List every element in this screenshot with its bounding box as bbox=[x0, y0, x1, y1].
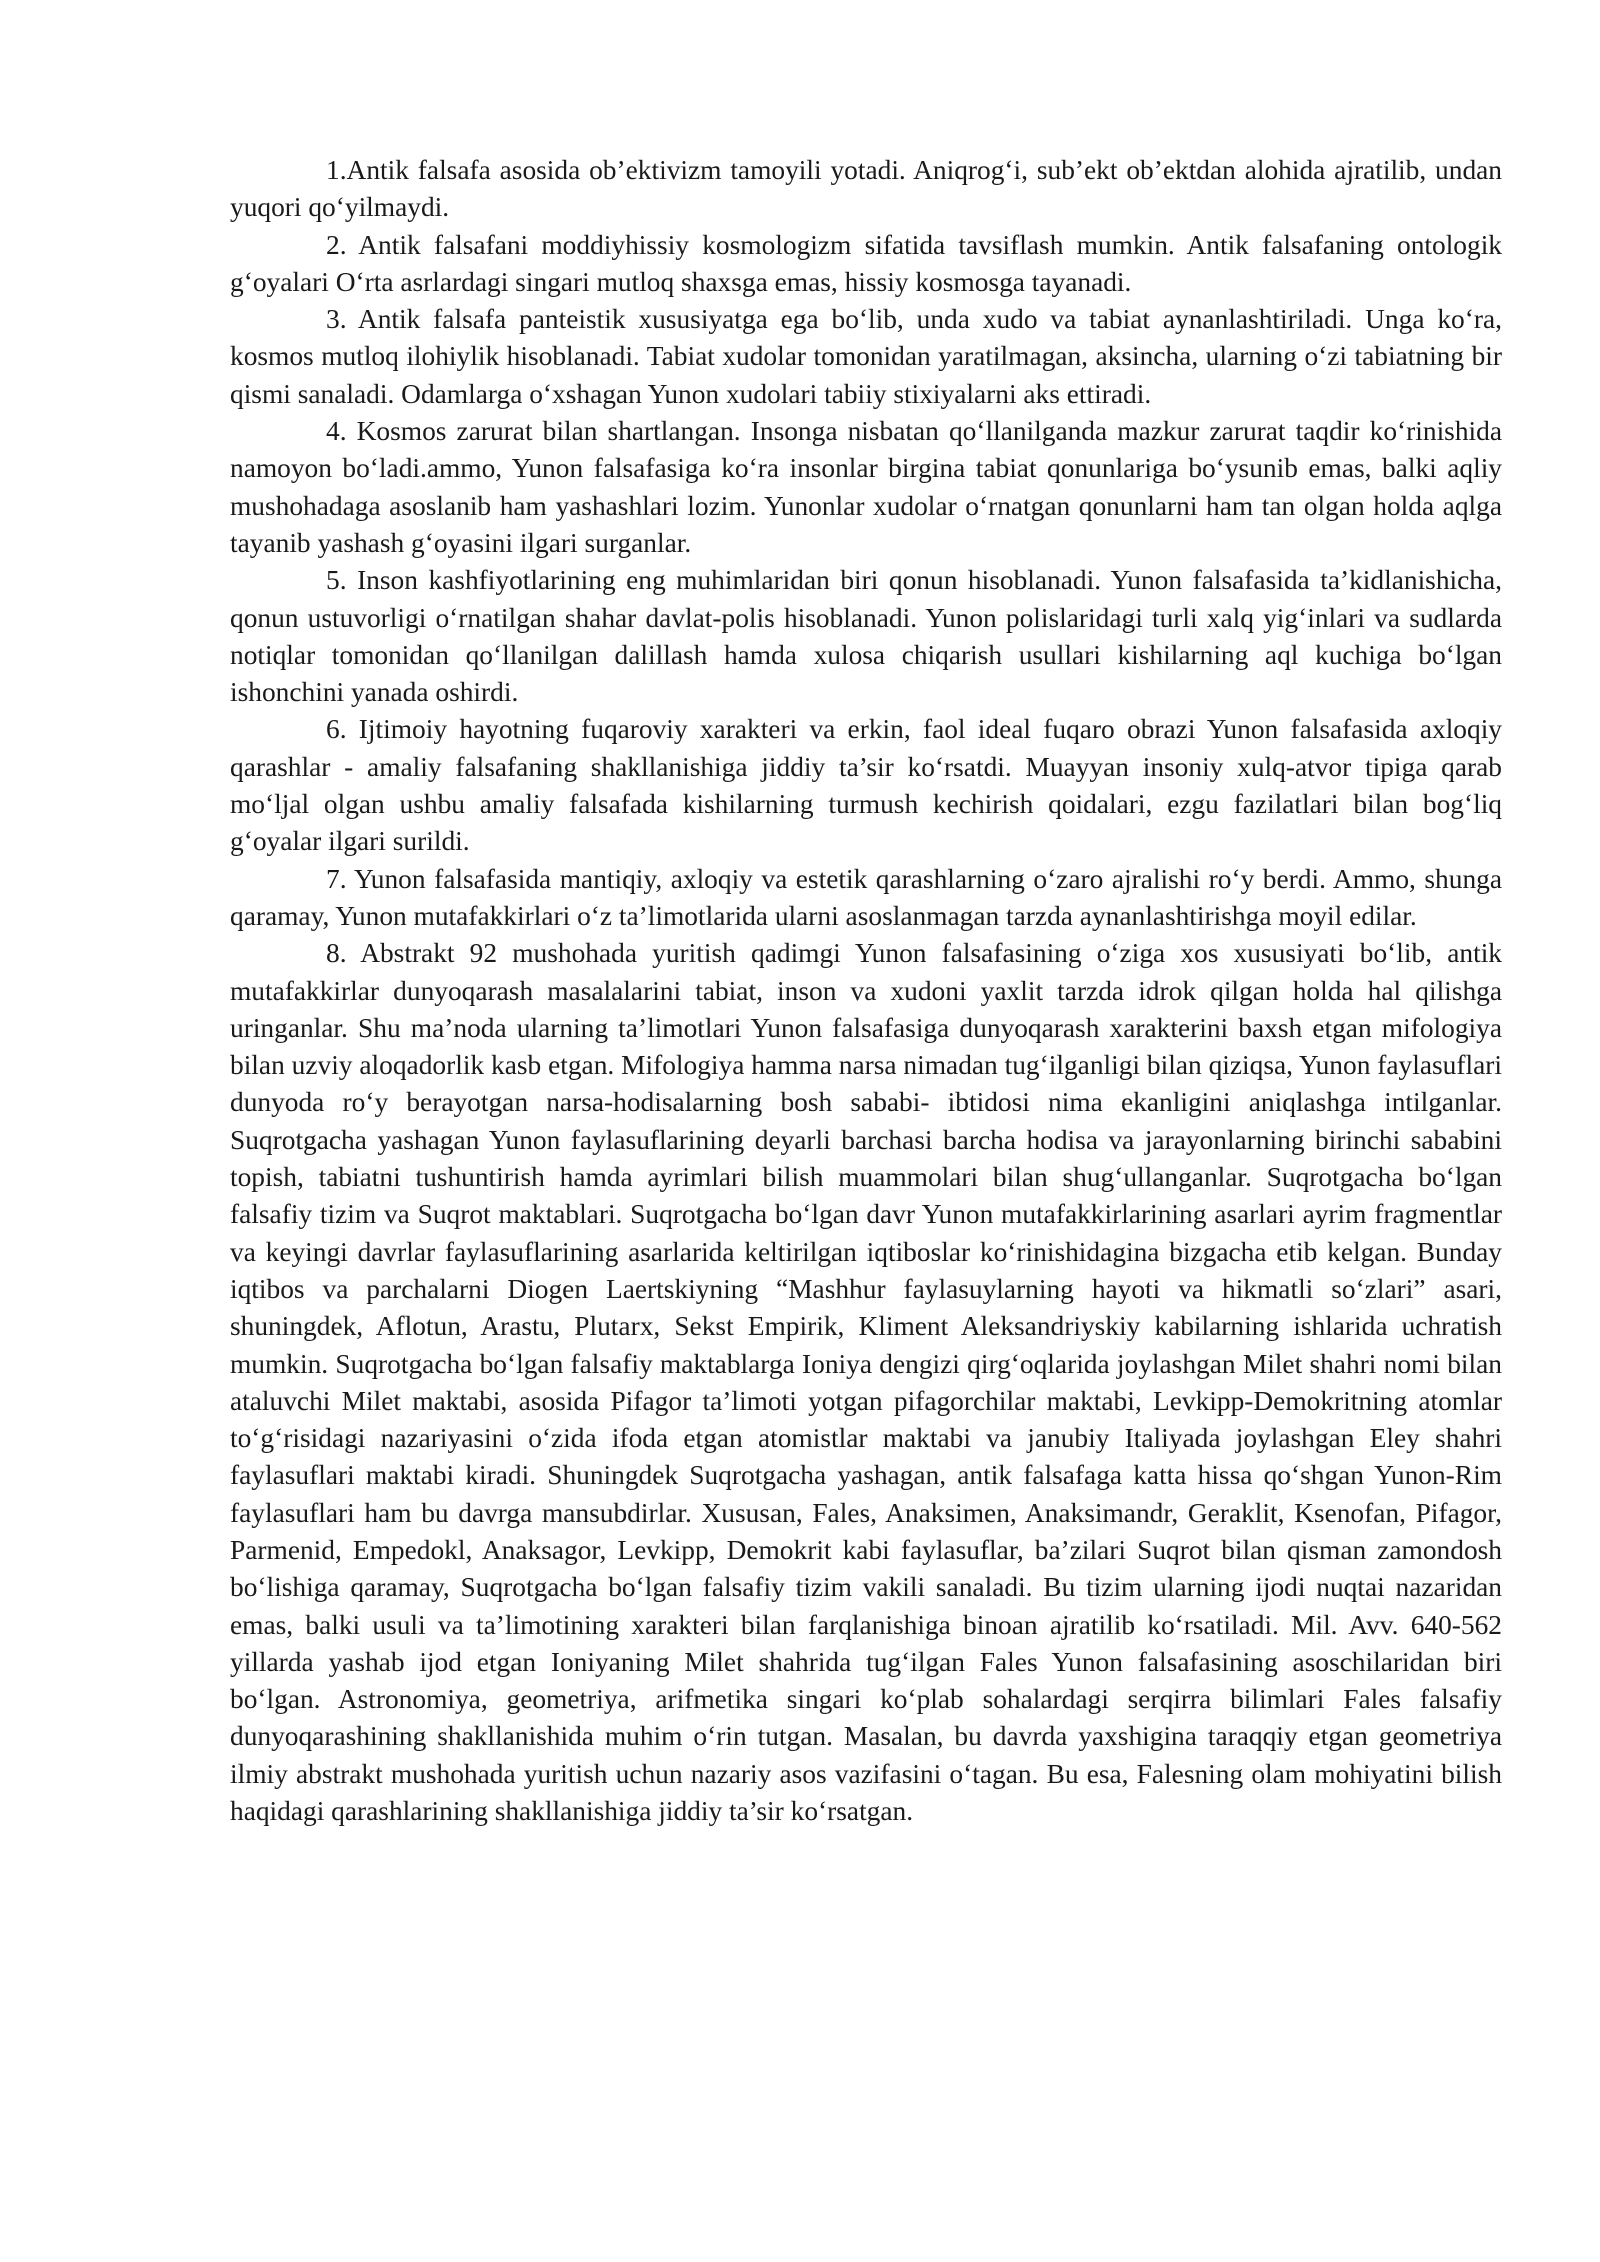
paragraph-3: 3. Antik falsafa panteistik xususiyatga ega bo‘lib, unda xudo va tabiat aynanlashtiriladi. Unga ko‘ra, kosmos mutloq ilohiylik hisoblanadi. Tabiat xudolar tomonidan yaratilmagan, aksincha, ularning o‘zi tabiatning bir qismi sanaladi. Odamlarga o‘xshagan Yunon xudolari tabiiy stixiyalarni aks ettiradi. bbox=[230, 304, 1502, 409]
paragraph-7: 7. Yunon falsafasida mantiqiy, axloqiy va estetik qarashlarning o‘zaro ajralishi ro‘y berdi. Ammo, shunga qaramay, Yunon mutafakkirlari o‘z ta’limotlarida ularni asoslanmagan tarzda aynanlashtirishga moyil edilar. bbox=[230, 863, 1502, 931]
paragraph-4: 4. Kosmos zarurat bilan shartlangan. Insonga nisbatan qo‘llanilganda mazkur zarurat taqdir ko‘rinishida namoyon bo‘ladi.ammo, Yunon falsafasiga ko‘ra insonlar birgina tabiat qonunlariga bo‘ysunib emas, balki aqliy mushohadaga asoslanib ham yashashlari lozim. Yunonlar xudolar o‘rnatgan qonunlarni ham tan olgan holda aqlga tayanib yashash g‘oyasini ilgari surganlar. bbox=[230, 416, 1502, 558]
paragraph-2: 2. Antik falsafani moddiyhissiy kosmologizm sifatida tavsiflash mumkin. Antik falsafaning ontologik g‘oyalari O‘rta asrlardagi singari mutloq shaxsga emas, hissiy kosmosga tayanadi. bbox=[230, 229, 1502, 297]
document-page bbox=[230, 152, 1502, 1830]
paragraph-1: 1.Antik falsafa asosida ob’ektivizm tamoyili yotadi. Aniqrog‘i, sub’ekt ob’ektdan alohida ajratilib, undan yuqori qo‘yilmaydi. bbox=[230, 155, 1502, 223]
paragraph-8: 8. Abstrakt 92 mushohada yuritish qadimgi Yunon falsafasining o‘ziga xos xususiyati bo‘lib, antik mutafakkirlar dunyoqarash masalalarini tabiat, inson va xudoni yaxlit tarzda idrok qilgan holda hal qilishga uringanlar. Shu ma’noda ularning ta’limotlari Yunon falsafasiga dunyoqarash xarakterini baxsh etgan mifologiya bilan uzviy aloqadorlik kasb etgan. Mifologiya hamma narsa nimadan tug‘ilganligi bilan qiziqsa, Yunon faylasuflari dunyoda ro‘y berayotgan narsa-hodisalarning bosh sababi- ibtidosi nima ekanligini aniqlashga intilganlar. Suqrotgacha yashagan Yunon faylasuflarining deyarli barchasi barcha hodisa va jarayonlarning birinchi sababini topish, tabiatni tushuntirish hamda ayrimlari bilish muammolari bilan shug‘ullanganlar. Suqrotgacha bo‘lgan falsafiy tizim va Suqrot maktablari. Suqrotgacha bo‘lgan davr Yunon mutafakkirlarining asarlari ayrim fragmentlar va keyingi davrlar faylasuflarining asarlarida keltirilgan iqtiboslar ko‘rinishidagina bizgacha etib kelgan. Bunday iqtibos va parchalarni Diogen Laertskiyning “Mashhur faylasuylarning hayoti va hikmatli so‘zlari” asari, shuningdek, Aflotun, Arastu, Plutarx, Sekst Empirik, Kliment Aleksandriyskiy kabilarning ishlarida uchratish mumkin. Suqrotgacha bo‘lgan falsafiy maktablarga Ioniya dengizi qirg‘oqlarida joylashgan Milet shahri nomi bilan ataluvchi Milet maktabi, asosida Pifagor ta’limoti yotgan pifagorchilar maktabi, Levkipp-Demokritning atomlar to‘g‘risidagi nazariyasini o‘zida ifoda etgan atomistlar maktabi va janubiy Italiyada joylashgan Eley shahri faylasuflari maktabi kiradi. Shuningdek Suqrotgacha yashagan, antik falsafaga katta hissa qo‘shgan Yunon-Rim faylasuflari ham bu davrga mansubdirlar. Xususan, Fales, Anaksimen, Anaksimandr, Geraklit, Ksenofan, Pifagor, Parmenid, Empedokl, Anaksagor, Levkipp, Demokrit kabi faylasuflar, ba’zilari Suqrot bilan qisman zamondosh bo‘lishiga qaramay, Suqrotgacha bo‘lgan falsafiy tizim vakili sanaladi. Bu tizim ularning ijodi nuqtai nazaridan emas, balki usuli va ta’limotining xarakteri bilan farqlanishiga binoan ajratilib ko‘rsatiladi. Mil. Avv. 640-562 yillarda yashab ijod etgan Ioniyaning Milet shahrida tug‘ilgan Fales Yunon falsafasining asoschilaridan biri bo‘lgan. Astronomiya, geometriya, arifmetika singari ko‘plab sohalardagi serqirra bilimlari Fales falsafiy dunyoqarashining shakllanishida muhim o‘rin tutgan. Masalan, bu davrda yaxshigina taraqqiy etgan geometriya ilmiy abstrakt mushohada yuritish uchun nazariy asos vazifasini o‘tagan. Bu esa, Falesning olam mohiyatini bilish haqidagi qarashlarining shakllanishiga jiddiy ta’sir ko‘rsatgan. bbox=[230, 938, 1502, 1827]
paragraph-6: 6. Ijtimoiy hayotning fuqaroviy xarakteri va erkin, faol ideal fuqaro obrazi Yunon falsafasida axloqiy qarashlar - amaliy falsafaning shakllanishiga jiddiy ta’sir ko‘rsatdi. Muayyan insoniy xulq-atvor tipiga qarab mo‘ljal olgan ushbu amaliy falsafada kishilarning turmush kechirish qoidalari, ezgu fazilatlari bilan bog‘liq g‘oyalar ilgari surildi. bbox=[230, 714, 1502, 857]
paragraph-5: 5. Inson kashfiyotlarining eng muhimlaridan biri qonun hisoblanadi. Yunon falsafasida ta’kidlanishicha, qonun ustuvorligi o‘rnatilgan shahar davlat-polis hisoblanadi. Yunon polislaridagi turli xalq yig‘inlari va sudlarda notiqlar tomonidan qo‘llanilgan dalillash hamda xulosa chiqarish usullari kishilarning aql kuchiga bo‘lgan ishonchini yanada oshirdi. bbox=[230, 565, 1502, 708]
